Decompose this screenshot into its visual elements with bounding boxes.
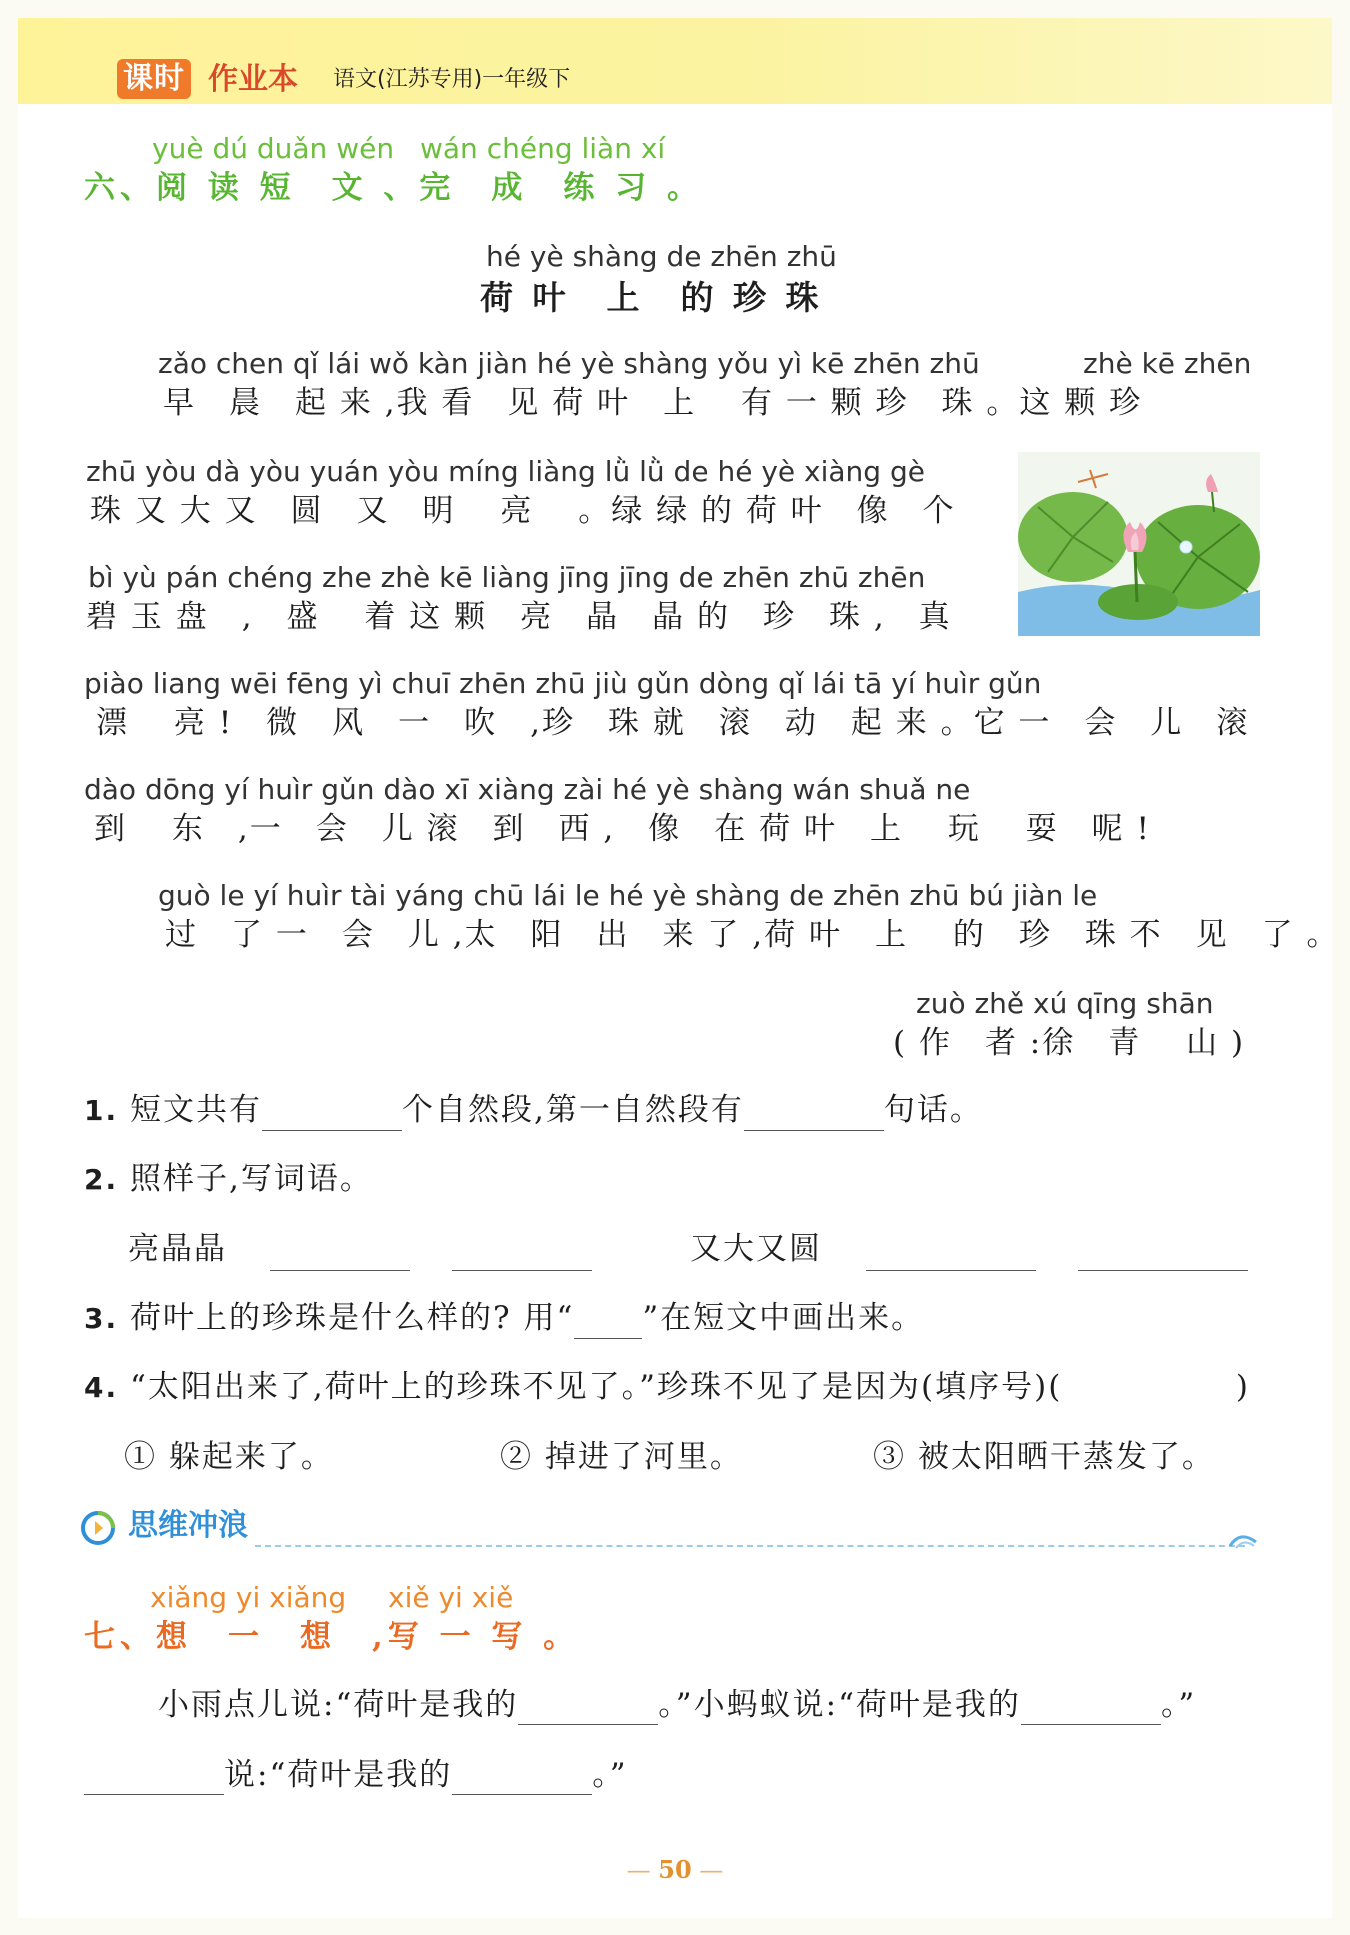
passage-line3-pinyin: bì yù pán chéng zhe zhè kē liàng jīng jīng de zhēn zhū zhēn [88, 561, 926, 594]
question-3 [84, 1298, 924, 1339]
q2-example-1: 亮晶晶 [128, 1231, 227, 1267]
q3-blank-mark[interactable] [574, 1308, 642, 1339]
q1-text-a: 短文共有 [129, 1092, 262, 1128]
section6-heading: 六、阅 读 短 文 、完 成 练 习 。 [84, 170, 703, 206]
banner-dashed-line [255, 1545, 1245, 1547]
passage-line4-pinyin: piào liang wēi fēng yì chuī zhēn zhū jiù gǔn dòng qǐ lái tā yí huìr gǔn [84, 667, 1042, 700]
q2-number: 2. [84, 1163, 119, 1196]
q1-blank-sentences[interactable] [744, 1100, 884, 1131]
q4-close-paren: ) [1235, 1369, 1250, 1405]
section7-heading: 七、想 一 想 ,写 一 写 。 [84, 1619, 580, 1655]
passage-line2-pinyin: zhū yòu dà yòu yuán yòu míng liàng lǜ lǜ de hé yè xiàng gè [86, 455, 925, 488]
passage-line1-pinyin-a: zǎo chen qǐ lái wǒ kàn jiàn hé yè shàng yǒu yì kē zhēn zhū [158, 347, 980, 380]
q4-option-3: ③ 被太阳晒干蒸发了。 [873, 1439, 1215, 1475]
question-4 [84, 1367, 1062, 1408]
s7-blank-raindrop[interactable] [518, 1694, 658, 1725]
q4-number: 4. [84, 1371, 119, 1404]
question-2 [84, 1159, 373, 1200]
q1-text-b: 个自然段,第一自然段有 [401, 1092, 744, 1128]
passage-line6-pinyin: guò le yí huìr tài yáng chū lái le hé yè shàng de zhēn zhū bú jiàn le [158, 879, 1098, 912]
passage-line4-text: 漂 亮 ! 微 风 一 吹 ,珍 珠 就 滚 动 起 来 。它 一 会 儿 滚 [96, 705, 1250, 741]
section7-pinyin-b: xiě yi xiě [388, 1581, 514, 1614]
s7-blank-what[interactable] [452, 1764, 592, 1795]
q2-text: 照样子,写词语。 [129, 1161, 373, 1197]
passage-line2-text: 珠 又 大 又 圆 又 明 亮 。绿 绿 的 荷 叶 像 个 [90, 493, 956, 529]
question-1 [84, 1090, 983, 1131]
section6-pinyin-a: yuè dú duǎn wén [152, 132, 395, 165]
s7-blank-who[interactable] [84, 1764, 224, 1795]
q2-blank-2[interactable] [452, 1240, 592, 1271]
passage-line6-text: 过 了 一 会 儿 ,太 阳 出 来 了 ,荷 叶 上 的 珍 珠 不 见 了 。 [165, 917, 1340, 953]
banner-end-wave-icon [1228, 1528, 1258, 1550]
section7-line-2 [84, 1755, 628, 1795]
q3-text-b: ”在短文中画出来。 [642, 1300, 925, 1336]
s7-l1-text-b: 。”小蚂蚁说:“荷叶是我的 [658, 1687, 1021, 1723]
section-banner-label: 思维冲浪 [128, 1508, 248, 1543]
q2-blank-4[interactable] [1078, 1240, 1248, 1271]
brand-text: 作业本 [208, 62, 298, 97]
brand-badge: 课时 [117, 59, 191, 99]
swirl-icon [79, 1509, 117, 1547]
lotus-pond-illustration [1018, 452, 1260, 636]
passage-title: 荷 叶 上 的 珍 珠 [480, 278, 823, 317]
q3-text-a: 荷叶上的珍珠是什么样的? 用“ [129, 1300, 575, 1336]
author-pinyin: zuò zhě xú qīng shān [916, 987, 1214, 1020]
section7-line-1 [158, 1685, 1196, 1725]
s7-l1-text-a: 小雨点儿说:“荷叶是我的 [158, 1687, 519, 1723]
passage-line3-text: 碧 玉 盘 , 盛 着 这 颗 亮 晶 晶 的 珍 珠 , 真 [86, 599, 952, 635]
q1-blank-paragraphs[interactable] [262, 1100, 402, 1131]
s7-l2-text-b: 。” [592, 1757, 628, 1793]
s7-l2-text-a: 说:“荷叶是我的 [224, 1757, 453, 1793]
section6-pinyin-b: wán chéng liàn xí [420, 132, 666, 165]
q1-text-c: 句话。 [883, 1092, 983, 1128]
passage-title-pinyin: hé yè shàng de zhēn zhū [486, 240, 837, 273]
passage-line1-text: 早 晨 起 来 ,我 看 见 荷 叶 上 有 一 颗 珍 珠 。这 颗 珍 [163, 385, 1143, 421]
q2-blank-3[interactable] [866, 1240, 1036, 1271]
q4-text: “太阳出来了,荷叶上的珍珠不见了。”珍珠不见了是因为(填序号)( [129, 1369, 1063, 1405]
q2-example-2: 又大又圆 [690, 1231, 822, 1267]
q4-answer-box[interactable] [1150, 1367, 1250, 1407]
s7-l1-text-c: 。” [1160, 1687, 1197, 1723]
passage-line5-text: 到 东 ,一 会 儿 滚 到 西 , 像 在 荷 叶 上 玩 耍 呢 ! [94, 811, 1151, 847]
q1-number: 1. [84, 1094, 119, 1127]
author-line: ( 作 者 :徐 青 山 ) [893, 1025, 1246, 1061]
page-number-value: 50 [658, 1855, 692, 1884]
q4-option-1: ① 躲起来了。 [124, 1439, 334, 1475]
q3-number: 3. [84, 1302, 119, 1335]
s7-blank-ant[interactable] [1021, 1694, 1161, 1725]
page-number: — 50 — [626, 1855, 724, 1884]
q2-blank-1[interactable] [270, 1240, 410, 1271]
book-subtitle: 语文(江苏专用)一年级下 [333, 67, 571, 92]
passage-line1-pinyin-b: zhè kē zhēn [1083, 347, 1252, 380]
q4-option-2: ② 掉进了河里。 [500, 1439, 743, 1475]
section7-pinyin-a: xiǎng yi xiǎng [150, 1581, 347, 1614]
passage-line5-pinyin: dào dōng yí huìr gǔn dào xī xiàng zài hé yè shàng wán shuǎ ne [84, 773, 971, 806]
